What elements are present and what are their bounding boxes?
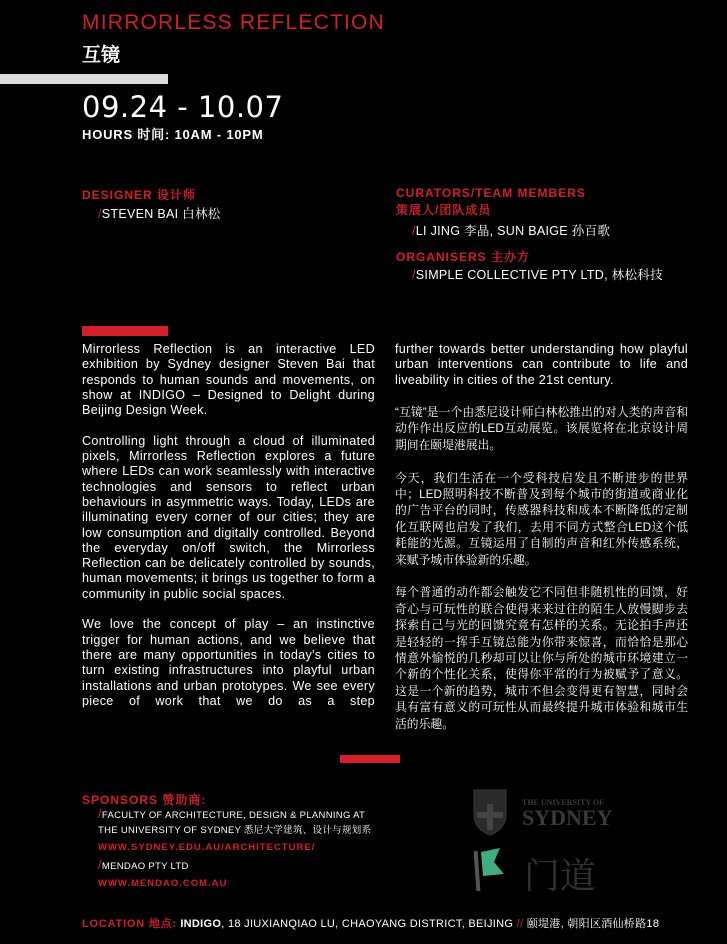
slash: / xyxy=(412,224,416,238)
mendao-logo-text: 门道 xyxy=(524,855,597,896)
red-divider xyxy=(82,326,168,336)
slash: / xyxy=(412,268,416,282)
opening-hours: HOURS 时间: 10AM - 10PM xyxy=(82,127,264,142)
organisers-label: ORGANISERS 主办方 xyxy=(396,250,531,264)
sponsor-mendao-link[interactable]: WWW.MENDAO.COM.AU xyxy=(98,878,228,889)
location-line xyxy=(82,915,659,931)
sponsor-usyd-line2: THE UNIVERSITY OF SYDNEY 悉尼大学建筑、设计与规划系 xyxy=(98,825,372,836)
designer-value: STEVEN BAI 白林松 xyxy=(101,207,221,221)
organisers-names xyxy=(412,265,663,283)
paragraph: Mirrorless Reflection is an interactive LED exhibition by Sydney designer Steven Bai that responds to human sounds and movements, on show at INDIGO – Designed to Delight during Beijing Design Week. xyxy=(82,342,375,418)
mendao-logo xyxy=(472,846,622,896)
usyd-logo xyxy=(472,788,612,838)
curators-names xyxy=(412,221,610,239)
address-cn: 颐堤港, 朝阳区酒仙桥路18 xyxy=(526,918,660,930)
paragraph: We love the concept of play – an instinctive trigger for human actions, and we believe that there are many opportunities in today's cities to turn existing infrastructures into playful urban installations and urban prototypes. We see every piece of work that we do as a step xyxy=(82,617,375,708)
paragraph: further towards better understanding how playful urban interventions can contribute to life and liveability in cities of the 21st century. xyxy=(395,342,688,387)
venue-name: INDIGO xyxy=(180,918,222,930)
curators-label: CURATORS/TEAM MEMBERS xyxy=(396,186,586,200)
paragraph-cn: 今天，我们生活在一个受科技启发且不断进步的世界中；LED照明科技不断普及到每个城市的街道或商业化的广告平台的同时，传感器科技和成本不断降低的定制化互联网也启发了我们，去用不同方式整合LED这个低耗能的光源。互镜运用了自制的声音和红外传感系统，来赋予城市体验新的乐趣。 xyxy=(395,470,688,567)
sponsor-usyd-link[interactable]: WWW.SYDNEY.EDU.AU/ARCHITECTURE/ xyxy=(98,842,316,853)
curators-value: LI JING 李晶, SUN BAIGE 孙百歌 xyxy=(415,224,611,238)
sponsors-label: SPONSORS 赞助商: xyxy=(82,793,207,807)
location-label: LOCATION 地点: xyxy=(82,918,177,930)
english-body-left xyxy=(82,342,375,724)
red-divider xyxy=(340,755,400,763)
usyd-logo-main: SYDNEY xyxy=(522,805,613,830)
address: , 18 JIUXIANQIAO LU, CHAOYANG DISTRICT, BEIJING xyxy=(221,918,514,930)
english-body-right xyxy=(395,342,688,403)
flag-icon xyxy=(472,846,512,894)
designer-label: DESIGNER 设计师 xyxy=(82,188,197,202)
slash: / xyxy=(98,857,102,872)
sponsor-mendao xyxy=(98,856,189,875)
slash: / xyxy=(98,207,102,221)
paragraph-cn: “互镜”是一个由悉尼设计师白林松推出的对人类的声音和动作作出反应的LED互动展览。该展览将在北京设计周期间在颐堤港展出。 xyxy=(395,405,688,452)
usyd-logo-top: THE UNIVERSITY OF xyxy=(522,798,604,807)
divider-bar xyxy=(0,74,168,84)
designer-name xyxy=(98,204,221,222)
curators-label-cn: 策展人/团队成员 xyxy=(396,203,492,217)
sponsor-text: MENDAO PTY LTD xyxy=(101,861,189,872)
sponsor-text: FACULTY OF ARCHITECTURE, DESIGN & PLANNING AT xyxy=(101,810,366,821)
slash: / xyxy=(98,806,102,821)
separator: // xyxy=(516,918,524,930)
paragraph: Controlling light through a cloud of illuminated pixels, Mirrorless Reflection explores a future where LEDs can work seamlessly with interactive technologies and sensors to reflect urban behaviours in asymmetric ways. Today, LEDs are illuminating every corner of our cities; they are low consumption and digitally controlled. Beyond the everyday on/off switch, the Mirrorless Reflection can be delicately controlled by sounds, human movements; it brings us together to form a community in public social spaces. xyxy=(82,433,375,601)
chinese-body xyxy=(395,404,688,748)
exhibition-title-cn: 互镜 xyxy=(82,45,121,66)
paragraph-cn: 每个普通的动作都会触发它不同但非随机性的回馈，好奇心与可玩性的联合使得来来过往的陌生人放慢脚步去探索自己与光的回馈究竟有怎样的关系。无论拍手声还是轻轻的一挥手互镜总能为你带来惊喜，而恰恰是那心情意外愉悦的几秒却可以让你与所处的城市环境建立一个新的个性化关系，使得你平常的行为被赋予了意义。这是一个新的趋势，城市不但会变得更有智慧，同时会具有富有意义的可玩性从而最终提升城市体验和城市生活的乐趣。 xyxy=(395,585,688,731)
usyd-crest-icon xyxy=(472,788,508,836)
organisers-value: SIMPLE COLLECTIVE PTY LTD, 林松科技 xyxy=(415,268,663,282)
exhibition-dates: 09.24 - 10.07 xyxy=(82,90,284,124)
exhibition-title: MIRRORLESS REFLECTION xyxy=(82,11,385,34)
